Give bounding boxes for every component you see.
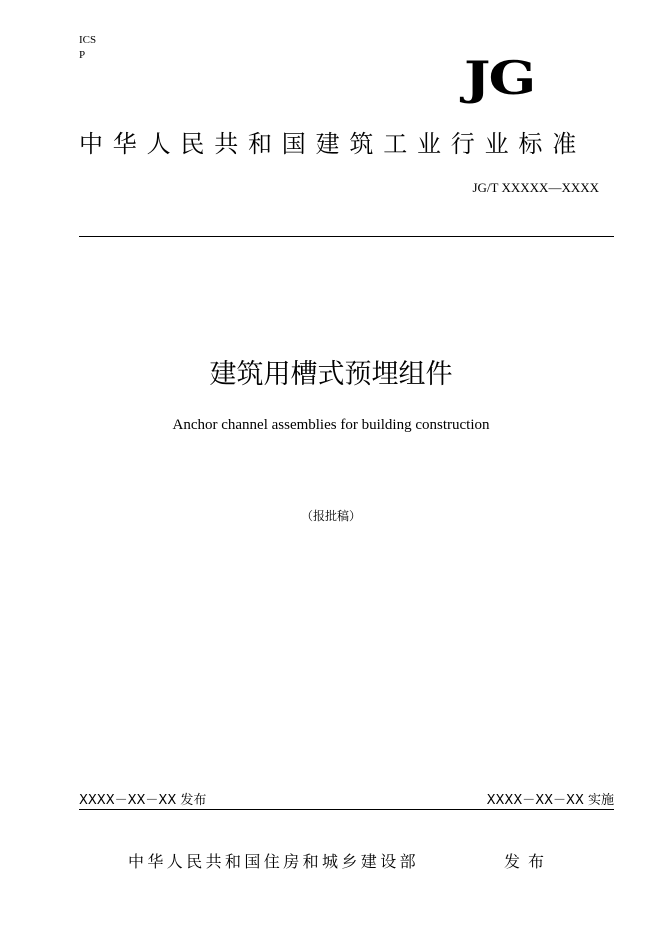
ics-line: P bbox=[79, 49, 86, 61]
publish-date: XXXX－XX－XX 发布 bbox=[79, 793, 207, 808]
issue-verb: 发布 bbox=[504, 852, 553, 871]
document-title-english: Anchor channel assemblies for building construction bbox=[172, 417, 490, 433]
draft-status-label: （报批稿） bbox=[300, 509, 361, 523]
footer-divider bbox=[79, 809, 614, 810]
issuing-authority: 中华人民共和国住房和城乡建设部 bbox=[128, 852, 420, 871]
standard-category-title: 中华人民共和国建筑工业行业标准 bbox=[79, 130, 586, 158]
implement-date: XXXX－XX－XX 实施 bbox=[486, 793, 614, 808]
document-title-chinese: 建筑用槽式预埋组件 bbox=[209, 359, 453, 390]
header-divider bbox=[79, 236, 614, 237]
standard-number: JG/T XXXXX—XXXX bbox=[472, 180, 599, 195]
jg-logo: JG bbox=[464, 51, 535, 106]
ics-line: ICS bbox=[79, 34, 97, 46]
ics-code bbox=[79, 33, 96, 63]
